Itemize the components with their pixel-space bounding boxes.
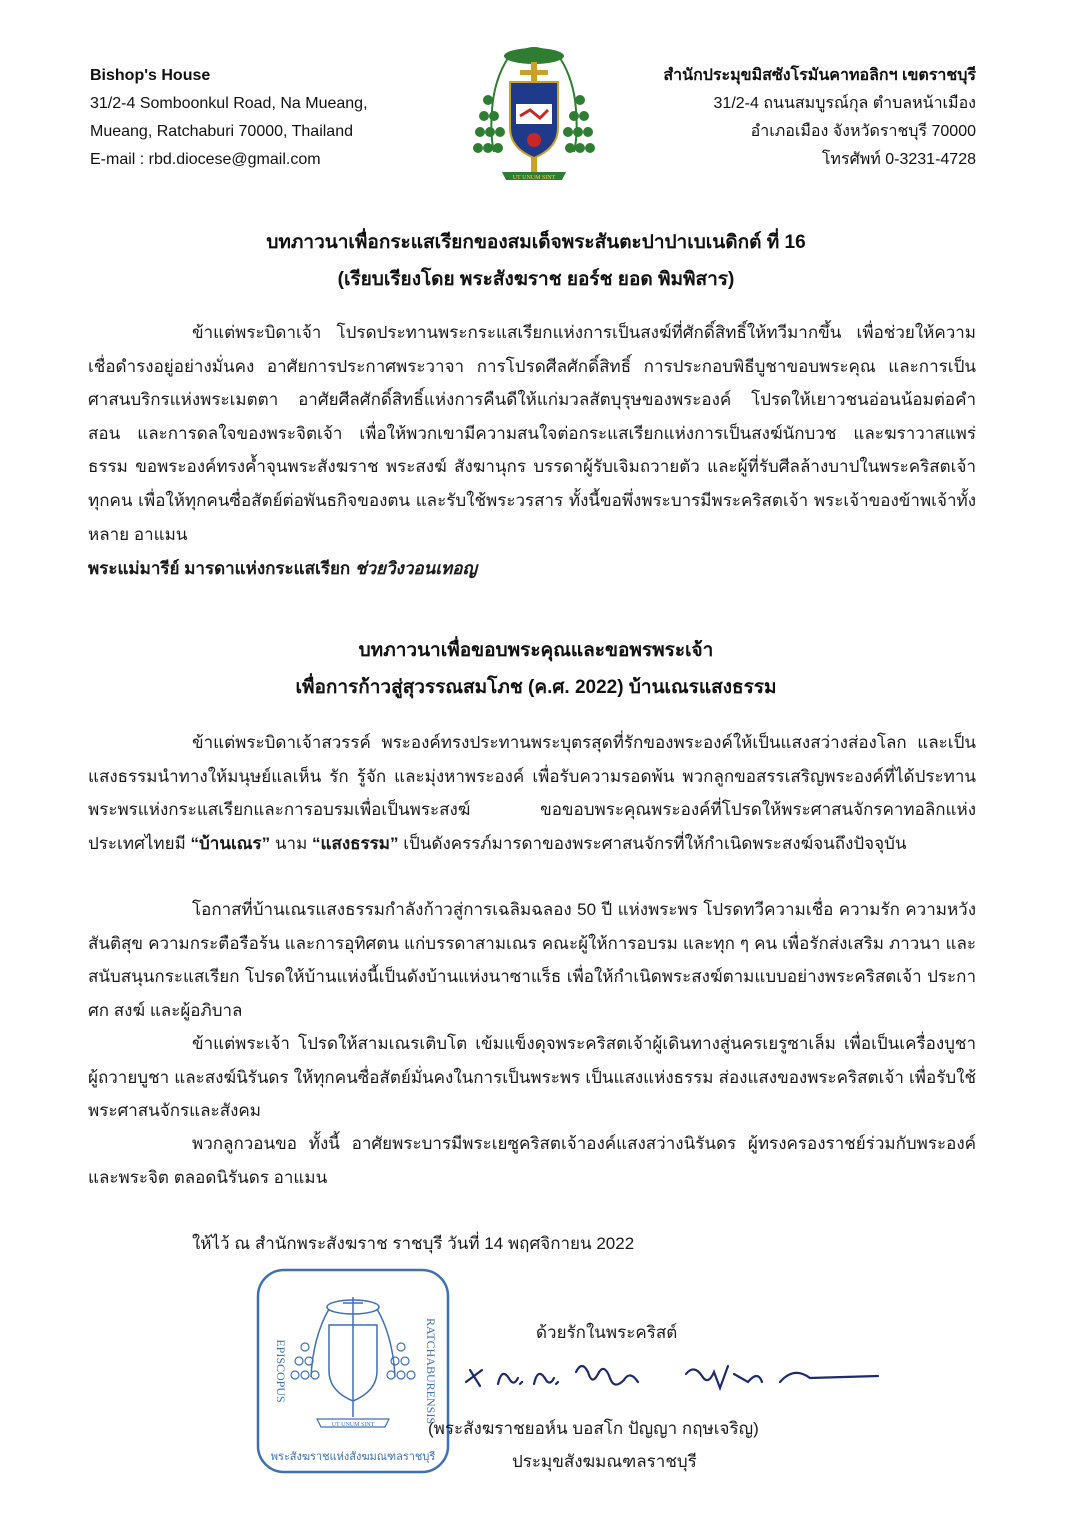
official-seal-stamp [255, 1267, 451, 1475]
thai-address-line-2: อำเภอเมือง จังหวัดราชบุรี 70000 [750, 123, 976, 140]
prayer2-paragraph-3: ข้าแต่พระเจ้า โปรดให้สามเณรเติบโต เข้มแข็งดุจพระคริสตเจ้าผู้เดินทางสู่นครเยรูซาเล็ม เพื่อเป็นเครื่องบูชา ผู้ถวายบูชา และสงฆ์นิรันดร ให้ทุกคนซื่อสัตย์มั่นคงในการเป็นพระพร เป็นแสงแห่งธรรม ส่องแสงของพระคริสตเจ้า เพื่อรับใช้พระศาสนจักรและสังคม [88, 1034, 976, 1121]
prayer1-closing [88, 552, 976, 586]
prayer2-paragraph-2: โอกาสที่บ้านเณรแสงธรรมกำลังก้าวสู่การเฉลิมฉลอง 50 ปี แห่งพระพร โปรดทวีความเชื่อ ความรัก ความหวัง สันติสุข ความกระตือรือร้น และการอุทิศตน แก่บรรดาสามเณร คณะผู้ให้การอบรม และทุก ๆ คน เพื่อรักส่งเสริม ภาวนา และสนับสนุนกระแสเรียก โปรดให้บ้านแห่งนี้เป็นดังบ้านแห่งนาซาแร็ธ เพื่อให้กำเนิดพระสงฆ์ตามแบบอย่างพระคริสตเจ้า ประกาศก สงฆ์ และผู้อภิบาล [88, 900, 976, 1020]
prayer2-paragraph-1 [88, 726, 976, 860]
crest-motto-text: UT UNUM SINT [512, 175, 556, 181]
prayer1-subtitle: (เรียบเรียงโดย พระสังฆราช ยอร์ช ยอด พิมพิสาร) [337, 269, 735, 290]
header-thai-address [663, 62, 976, 174]
stamp-right-text: RATCHABURENSIS [424, 1317, 438, 1425]
date-line: ให้ไว้ ณ สำนักพระสังฆราช ราชบุรี วันที่ 14 พฤศจิกายน 2022 [192, 1234, 635, 1253]
prayer2-title-line-1: บทภาวนาเพื่อขอบพระคุณและขอพรพระเจ้า [358, 640, 714, 661]
stamp-bottom-text: พระสังฆราชแห่งสังฆมณฑลราชบุรี [270, 1450, 436, 1463]
thai-address-line-1: 31/2-4 ถนนสมบูรณ์กุล ตำบลหน้าเมือง [713, 95, 976, 112]
prayer2-p1-bold-saengtham: “แสงธรรม” [312, 833, 399, 853]
thai-phone: โทรศัพท์ 0-3231-4728 [821, 151, 976, 168]
prayer2-paragraph-4: พวกลูกวอนขอ ทั้งนี้ อาศัยพระบารมีพระเยซูคริสตเจ้าองค์แสงสว่างนิรันดร ผู้ทรงครองราชย์ร่วมกับพระองค์ และพระจิต ตลอดนิรันดร อาแมน [88, 1134, 976, 1187]
stamp-motto-text: UT UNUM SINT [331, 1422, 375, 1428]
header-english-address [90, 62, 368, 174]
english-address-line-2: Mueang, Ratchaburi 70000, Thailand [90, 123, 353, 140]
prayer1-closing-italic: ช่วยวิงวอนเทอญ [354, 559, 477, 578]
prayer1-closing-bold: พระแม่มารีย์ มารดาแห่งกระแสเรียก [88, 559, 351, 578]
closing-salutation: ด้วยรักในพระคริสต์ [536, 1323, 678, 1342]
prayer2-p1-bold-seminary: “บ้านเณร” [190, 833, 271, 853]
handwritten-signature [458, 1352, 888, 1400]
signer-title: ประมุขสังฆมณฑลราชบุรี [512, 1452, 697, 1471]
english-email: E-mail : rbd.diocese@gmail.com [90, 151, 321, 168]
prayer2-title-line-2: เพื่อการก้าวสู่สุวรรณสมโภช (ค.ศ. 2022) บ้านเณรแสงธรรม [295, 677, 777, 698]
thai-office-name: สำนักประมุขมิสซังโรมันคาทอลิกฯ เขตราชบุรี [663, 67, 976, 84]
english-office-name: Bishop's House [90, 67, 211, 84]
signer-name: (พระสังฆราชยอห์น บอสโก ปัญญา กฤษเจริญ) [428, 1419, 759, 1438]
english-address-line-1: 31/2-4 Somboonkul Road, Na Mueang, [90, 95, 368, 112]
prayer2-p1-text-mid: นาม [270, 833, 313, 853]
diocese-crest-icon [472, 40, 596, 190]
prayer2-p1-text-c: เป็นดังครรภ์มารดาของพระศาสนจักรที่ให้กำเนิดพระสงฆ์จนถึงปัจจุบัน [398, 833, 907, 853]
stamp-left-text: EPISCOPUS [274, 1339, 288, 1403]
prayer1-title: บทภาวนาเพื่อกระแสเรียกของสมเด็จพระสันตะปาปาเบเนดิกต์ ที่ 16 [266, 232, 806, 253]
prayer1-body: ข้าแต่พระบิดาเจ้า โปรดประทานพระกระแสเรียกแห่งการเป็นสงฆ์ที่ศักดิ์สิทธิ์ให้ทวีมากขึ้น เพื่อช่วยให้ความเชื่อดำรงอยู่อย่างมั่นคง อาศัยการประกาศพระวาจา การโปรดศีลศักดิ์สิทธิ์ การประกอบพิธีบูชาขอบพระคุณ และการเป็นศาสนบริกรแห่งพระเมตตา อาศัยศีลศักดิ์สิทธิ์แห่งการคืนดีให้แก่มวลสัตบุรุษของพระองค์ โปรดให้เยาวชนอ่อนน้อมต่อคำสอน และการดลใจของพระจิตเจ้า เพื่อให้พวกเขามีความสนใจต่อกระแสเรียกแห่งการเป็นสงฆ์นักบวช และฆราวาสแพร่ธรรม ขอพระองค์ทรงค้ำจุนพระสังฆราช พระสงฆ์ สังฆานุกร บรรดาผู้รับเจิมถวายตัว และผู้ที่รับศีลล้างบาปในพระคริสตเจ้าทุกคน เพื่อให้ทุกคนซื่อสัตย์ต่อพันธกิจของตน และรับใช้พระวรสาร ทั้งนี้ขอพึ่งพระบารมีพระคริสตเจ้า พระเจ้าของข้าพเจ้าทั้งหลาย อาแมน [88, 323, 976, 544]
prayer2-p1-text-a: ข้าแต่พระบิดาเจ้าสวรรค์ พระองค์ทรงประทานพระบุตรสุดที่รักของพระองค์ให้เป็นแสงสว่างส่องโลก และเป็นแสงธรรมนำทางให้มนุษย์แลเห็น รัก รู้จัก และมุ่งหาพระองค์ เพื่อรับความรอดพ้น พวกลูกขอสรรเสริญพระองค์ที่ได้ประทานพระพรแห่งกระแสเรียกและการอบรมเพื่อเป็นพระสงฆ์ ขอขอบพระคุณพระองค์ที่โปรดให้พระศาสนจักรคาทอลิกแห่งประเทศไทยมี [88, 733, 976, 853]
